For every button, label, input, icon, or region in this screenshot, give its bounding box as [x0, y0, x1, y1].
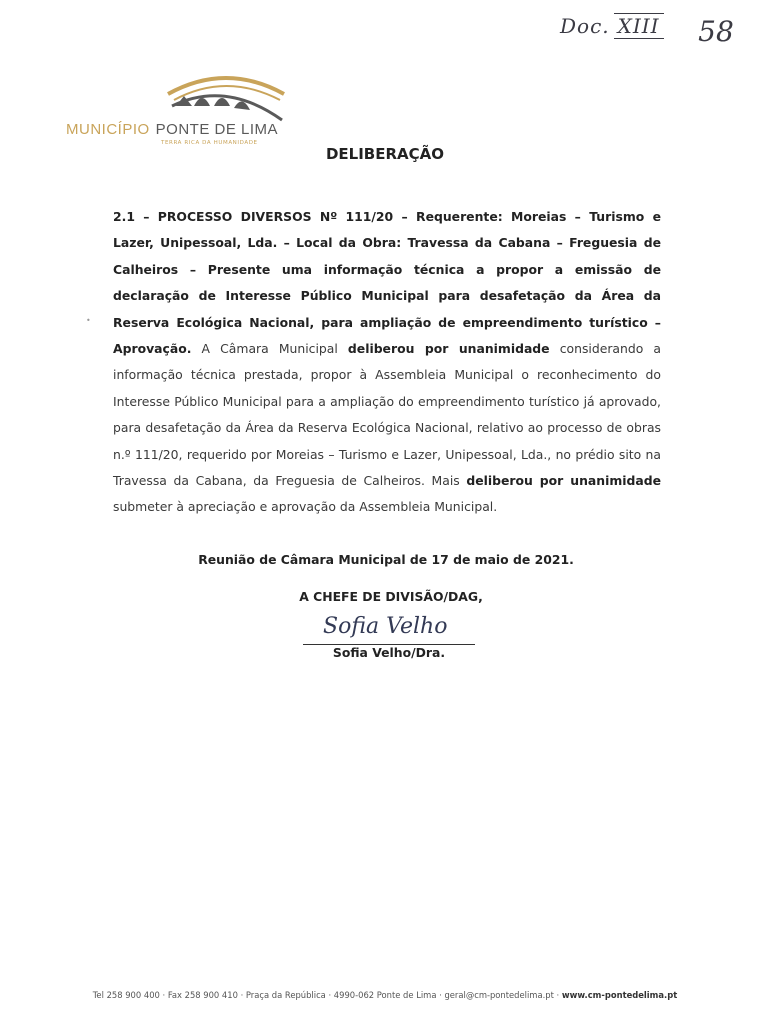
document-title — [0, 145, 770, 163]
footer-contact — [0, 990, 770, 1000]
signer-name: Sofia Velho/Dra. — [332, 645, 446, 660]
footer-contact-text: Tel 258 900 400 · Fax 258 900 410 · Praça da República · 4990-062 Ponte de Lima · geral@cm-pontedelima.pt · — [92, 990, 562, 1000]
doc-roman-numeral: XIII — [614, 13, 664, 39]
handwritten-signature — [323, 614, 473, 648]
logo-wordmark — [66, 121, 278, 138]
body-text-1: A Câmara Municipal — [191, 341, 348, 357]
logo-ponte-de-lima-text: PONTE DE LIMA — [155, 121, 279, 138]
body-bold-2: deliberou por unanimidade — [466, 473, 662, 489]
logo-tagline: TERRA RICA DA HUMANIDADE — [161, 140, 258, 146]
signature-text: Sofia Velho — [323, 614, 448, 639]
document-title-text: DELIBERAÇÃO — [325, 145, 445, 163]
doc-annotation — [560, 14, 664, 38]
chief-title-line — [0, 589, 770, 604]
doc-label: Doc. — [560, 14, 610, 38]
body-text-2: considerando a informação técnica prestada, propor à Assembleia Municipal o reconhecimento do Interesse Público Municipal para a ampliação do empreendimento turístico já aprovado, para desafetação da Área da Reserva Ecológica Nacional, relativo ao processo de obras n.º 111/20, requerido por Moreias – Turismo e Lazer, Unipessoal, Lda., no prédio sito na Travessa da Cabana, da Freguesia de Calheiros. Mais — [113, 341, 662, 489]
body-text-3: submeter à apreciação e aprovação da Assembleia Municipal. — [113, 499, 498, 515]
logo-municipio-text: MUNICÍPIO — [66, 121, 150, 138]
body-bold-1: deliberou por unanimidade — [347, 341, 550, 357]
municipality-logo — [66, 66, 296, 156]
meeting-line — [0, 552, 770, 567]
meeting-text: Reunião de Câmara Municipal de 17 de maio de 2021. — [198, 552, 574, 567]
page-number-annotation: 58 — [698, 15, 734, 48]
footer-website: www.cm-pontedelima.pt — [561, 990, 678, 1000]
margin-mark: • — [86, 316, 91, 325]
deliberation-body — [113, 204, 661, 521]
process-heading: 2.1 – PROCESSO DIVERSOS Nº 111/20 – Requerente: Moreias – Turismo e Lazer, Unipessoal, Lda. – Local da Obra: Travessa da Cabana – Freguesia de Calheiros – Presente uma informação técnica a propor a emissão de declaração de Interesse Público Municipal para desafetação da Área da Reserva Ecológica Nacional, para ampliação de empreendimento turístico – Aprovação. — [113, 209, 661, 357]
chief-title-text: A CHEFE DE DIVISÃO/DAG, — [299, 589, 483, 604]
bridge-logo-icon — [166, 66, 286, 126]
signer-line — [0, 645, 770, 660]
